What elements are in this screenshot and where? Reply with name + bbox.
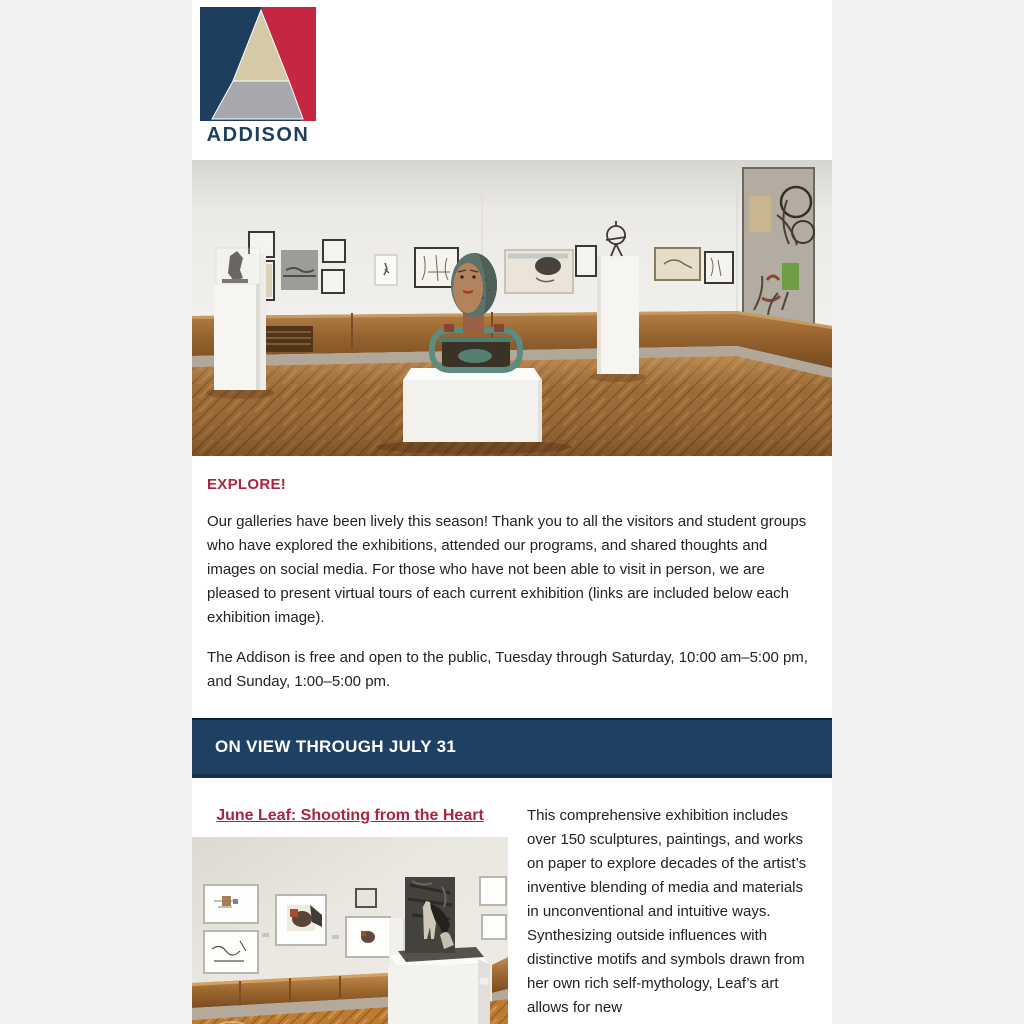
- large-painting: [743, 168, 814, 326]
- exhibition-photo: [192, 837, 508, 1024]
- explore-section: [192, 456, 832, 718]
- exhibition-left-column: [192, 778, 508, 1024]
- addison-logo-mark: [200, 7, 316, 121]
- exhibition-description: This comprehensive exhibition includes over 150 sculptures, paintings, and works on paper to explore decades of the artist’s inventive blending of media and materials in unconventional and intuitive ways. Synthesizing outside influences with distinctive motifs and symbols drawn from her own rich self-mythology, Leaf’s art allows for new: [527, 807, 807, 1016]
- exhibition-section: [192, 778, 832, 1024]
- exhibition-right-column: [508, 778, 832, 1024]
- on-view-banner: [192, 718, 832, 778]
- email-header: [192, 0, 832, 160]
- on-view-banner-label: ON VIEW THROUGH JULY 31: [215, 737, 457, 756]
- exhibition-title-link[interactable]: June Leaf: Shooting from the Heart: [216, 807, 484, 824]
- explore-paragraph-1: Our galleries have been lively this season! Thank you to all the visitors and student groups who have explored the exhibitions, attended our programs, and shared thoughts and images on social media. For those who have not been able to visit in person, we are pleased to present virtual tours of each current exhibition (links are included below each exhibition image).: [207, 513, 807, 626]
- explore-paragraph-2: The Addison is free and open to the public, Tuesday through Saturday, 10:00 am–5:00 pm, and Sunday, 1:00–5:00 pm.: [207, 649, 808, 690]
- email-body: [192, 0, 832, 1024]
- hero-gallery-photo: [192, 160, 832, 456]
- addison-logo-wordmark: ADDISON: [206, 124, 310, 146]
- addison-logo: [200, 7, 316, 147]
- left-pedestal: [206, 248, 274, 399]
- explore-heading: EXPLORE!: [207, 476, 287, 493]
